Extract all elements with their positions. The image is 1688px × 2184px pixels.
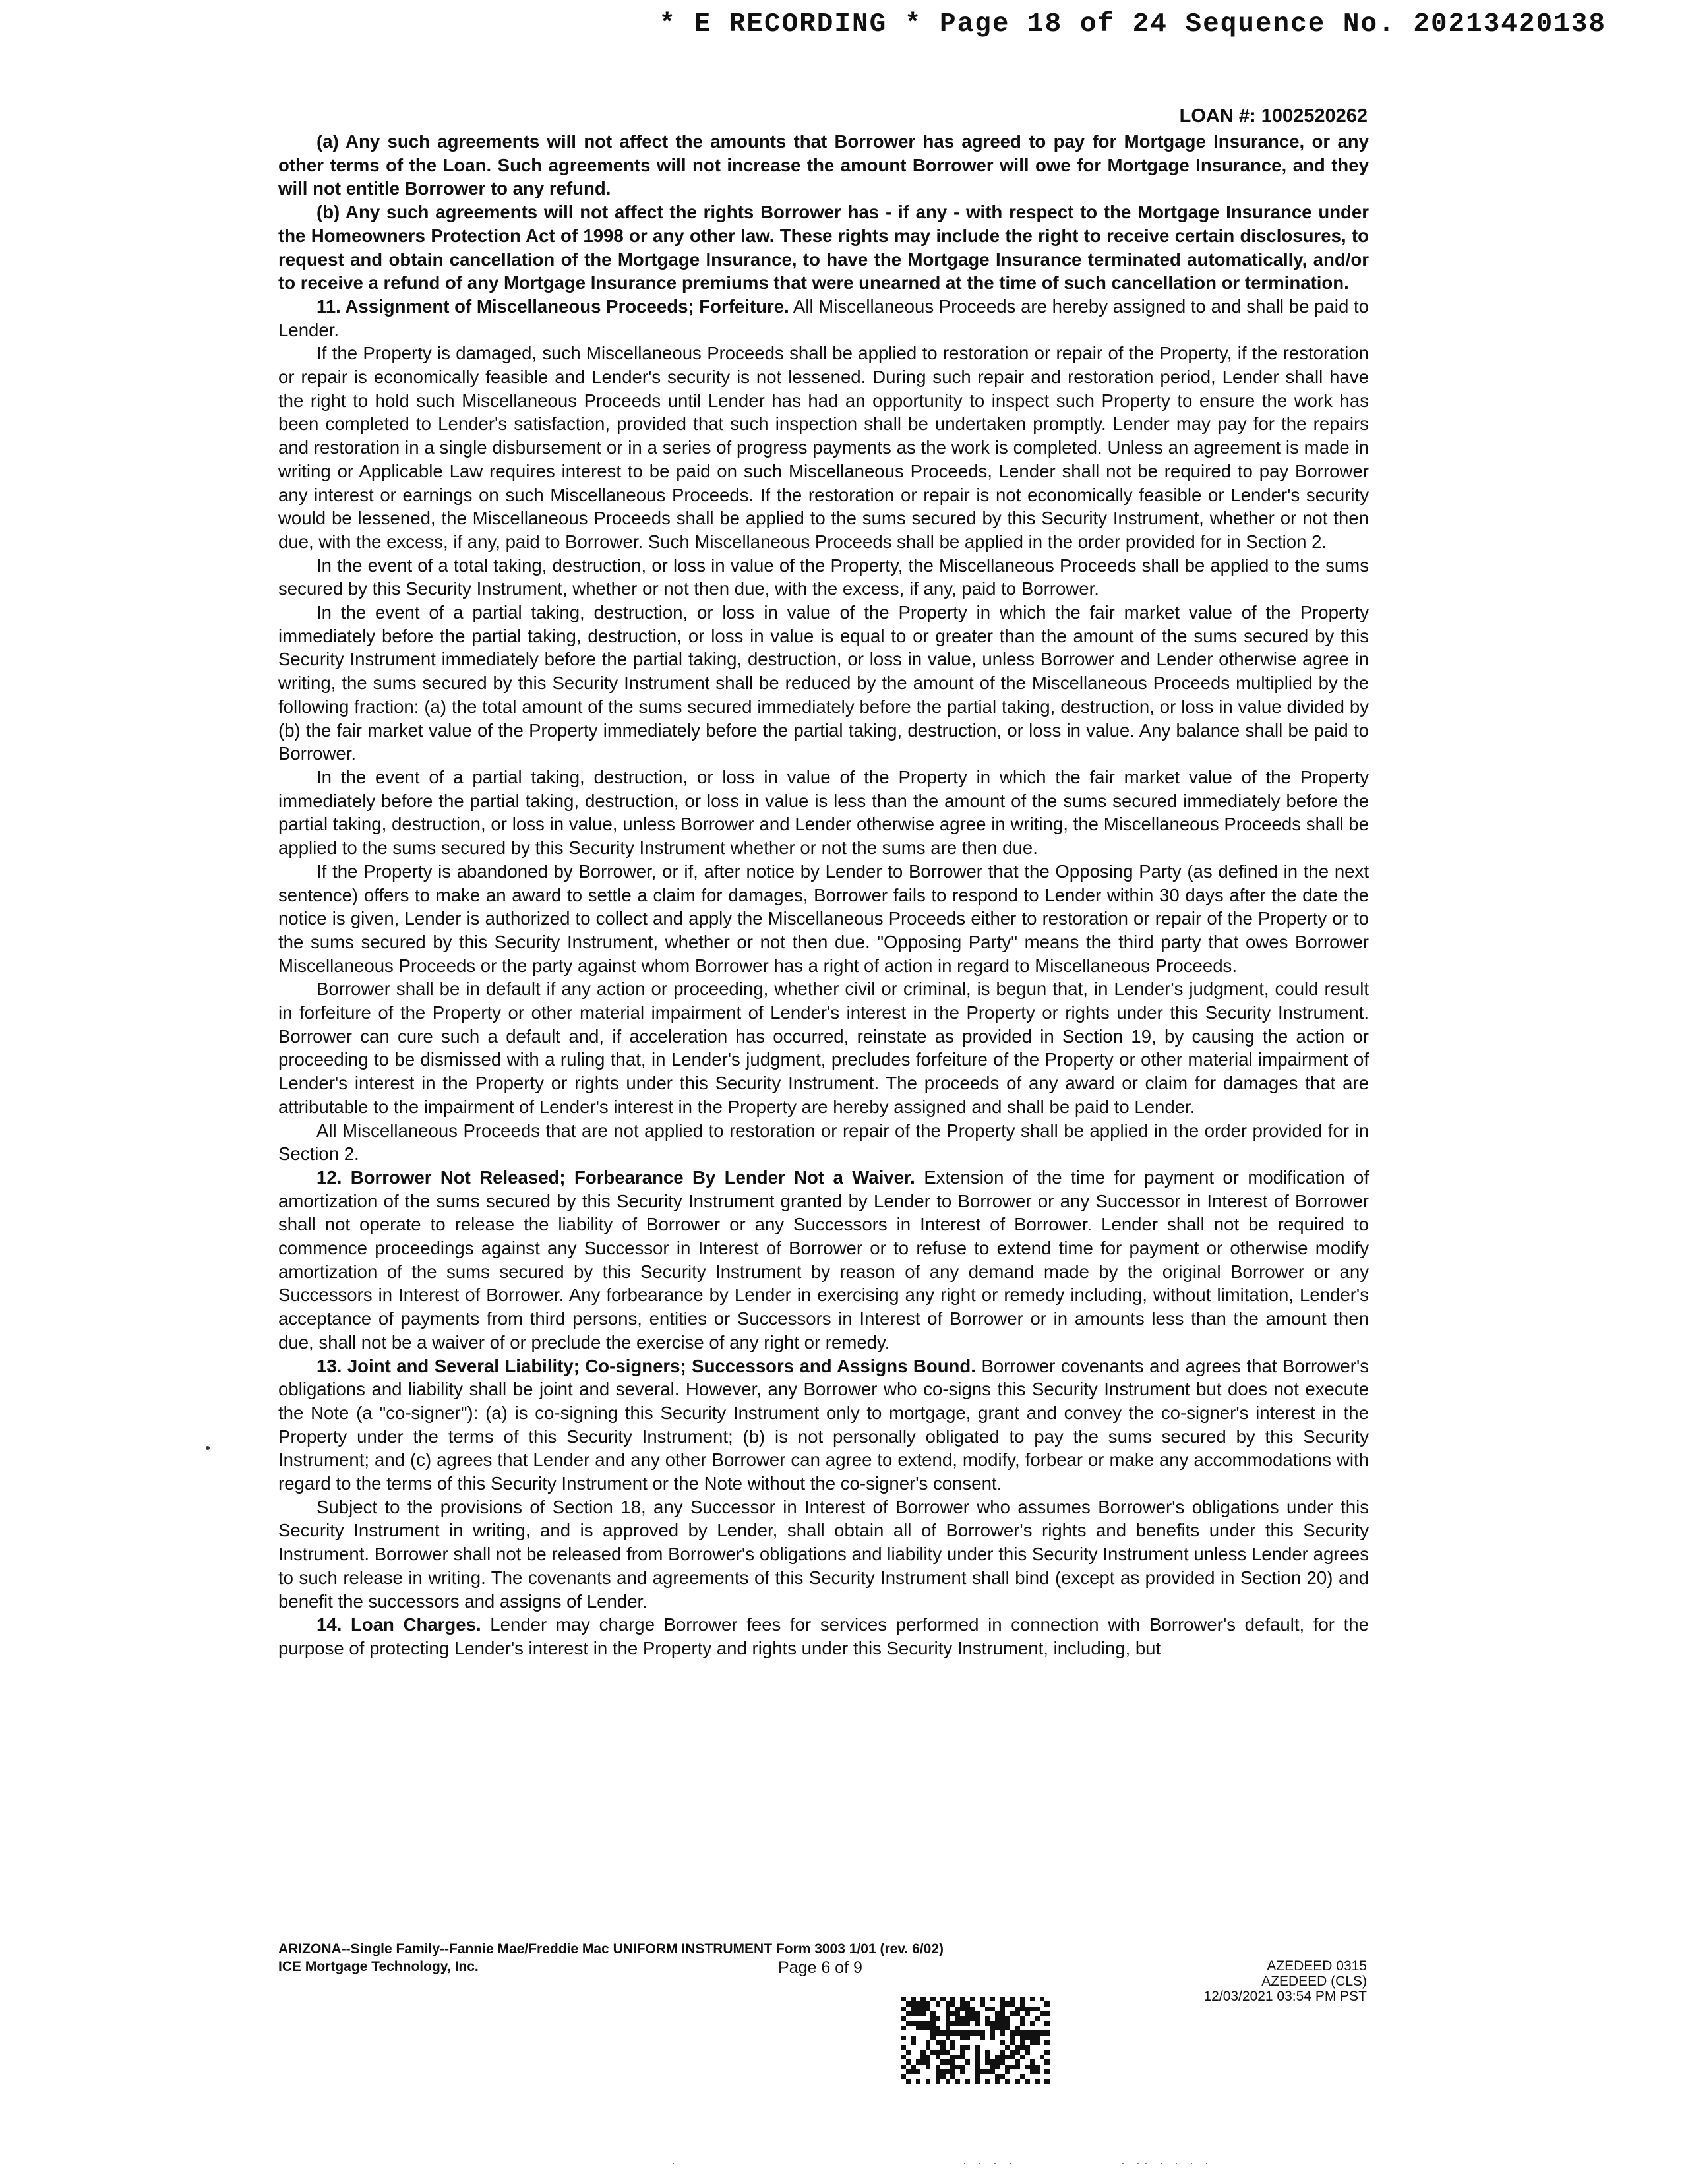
paragraph [278,601,1369,766]
footer-codes [1204,1958,1368,2004]
paragraph-text: (a) Any such agreements will not affect the amounts that Borrower has agreed to pay for Mortgage Insurance, or any other terms of the Loan. Such agreements will not increase the amount Borrower will owe for Mortgage Insurance, and they will not entitle Borrower to any refund. [278,131,1369,199]
doc-code-cls: AZEDEED (CLS) [1261,1974,1367,1989]
print-timestamp: 12/03/2021 03:54 PM PST [1203,1989,1367,2004]
paragraph [278,1496,1369,1614]
paragraph [278,554,1369,601]
form-line: ARIZONA--Single Family--Fannie Mae/Freddie Mac UNIFORM INSTRUMENT Form 3003 1/01 (rev. 6/02) [278,1941,944,1957]
paragraph-text: Extension of the time for payment or modification of amortization of the sums secured by this Security Instrument granted by Lender to Borrower or any Successor in Interest of Borrower shall not operate to release the liability of Borrower or any Successors in Interest of Borrower. Lender shall not be required to commence proceedings against any Successor in Interest of Borrower or to refuse to extend time for payment or otherwise modify amortization of the sums secured by this Security Instrument by reason of any demand made by the original Borrower or any Successors in Interest of Borrower. Any forbearance by Lender in exercising any right or remedy including, without limitation, Lender's acceptance of payments from third persons, entities or Successors in Interest of Borrower or in amounts less than the amount then due, shall not be a waiver of or preclude the exercise of any right or remedy. [278,1167,1369,1352]
paragraph-text: In the event of a partial taking, destruction, or loss in value of the Property in which the fair market value of the Property immediately before the partial taking, destruction, or loss in value is less than the amount of the sums secured immediately before the partial taking, destruction, or loss in value, unless Borrower and Lender otherwise agree in writing, the Miscellaneous Proceeds shall be applied to the sums secured by this Security Instrument whether or not the sums are then due. [278,766,1369,859]
scan-artifact: · [671,2156,679,2169]
paragraph-text: Lender may charge Borrower fees for services performed in connection with Borrower's default, for the purpose of protecting Lender's interest in the Property and rights under this Security Instrument, including, but [278,1614,1369,1658]
paragraph-text: Subject to the provisions of Section 18, any Successor in Interest of Borrower who assumes Borrower's obligations under this Security Instrument in writing, and is approved by Lender, shall obtain all of Borrower's rights and benefits under this Security Instrument. Borrower shall not be released from Borrower's obligations and liability under this Security Instrument unless Lender agrees to such release in writing. The covenants and agreements of this Security Instrument shall bind (except as provided in Section 20) and benefit the successors and assigns of Lender. [278,1496,1369,1612]
document-body [278,130,1369,1660]
paragraph-text: All Miscellaneous Proceeds that are not applied to restoration or repair of the Property shall be applied in the order provided for in Section 2. [278,1120,1369,1165]
section-heading: 14. Loan Charges. [316,1614,481,1635]
paragraph-text: Borrower covenants and agrees that Borrower's obligations and liability shall be joint and several. However, any Borrower who co-signs this Security Instrument but does not execute the Note (a "co-signer"): (a) is co-signing this Security Instrument only to mortgage, grant and convey the co-signer's interest in the Property under the terms of this Security Instrument; (b) is not personally obligated to pay the sums secured by this Security Instrument; and (c) agrees that Lender and any other Borrower can agree to extend, modify, forbear or make any accommodations with regard to the terms of this Security Instrument or the Note without the co-signer's consent. [278,1355,1370,1494]
paragraph-text: Borrower shall be in default if any action or proceeding, whether civil or criminal, is begun that, in Lender's judgment, could result in forfeiture of the Property or other material impairment of Lender's interest in the Property or rights under this Security Instrument. Borrower can cure such a default and, if acceleration has occurred, reinstate as provided in Section 19, by causing the action or proceeding to be dismissed with a ruling that, in Lender's judgment, precludes forfeiture of the Property or other material impairment of Lender's interest in the Property or rights under this Security Instrument. The proceeds of any award or claim for damages that are attributable to the impairment of Lender's interest in the Property are hereby assigned and shall be paid to Lender. [278,979,1369,1117]
section-heading: 13. Joint and Several Liability; Co-signers; Successors and Assigns Bound. [316,1355,976,1376]
margin-mark [206,1446,210,1450]
2d-barcode-icon [901,1997,1050,2084]
company-name: ICE Mortgage Technology, Inc. [278,1959,479,1974]
section-heading: 11. Assignment of Miscellaneous Proceeds; Forfeiture. [316,295,789,317]
paragraph [278,766,1369,860]
page-number: Page 6 of 9 [778,1958,862,1977]
paragraph [278,200,1369,295]
paragraph-text: If the Property is abandoned by Borrower, or if, after notice by Lender to Borrower that the Opposing Party (as defined in the next sentence) offers to make an award to settle a claim for damages, Borrower fails to respond to Lender within 30 days after the date the notice is given, Lender is authorized to collect and apply the Miscellaneous Proceeds either to restoration or repair of the Property or to the sums secured by this Security Instrument, whether or not then due. "Opposing Party" means the third party that owes Borrower Miscellaneous Proceeds or the party against whom Borrower has a right of action in regard to Miscellaneous Proceeds. [278,861,1369,976]
paragraph [278,1354,1369,1496]
section-heading: 12. Borrower Not Released; Forbearance By Lender Not a Waiver. [316,1167,915,1188]
paragraph [278,977,1369,1118]
doc-code: AZEDEED 0315 [1267,1958,1367,1974]
paragraph [278,1119,1369,1166]
paragraph [278,860,1369,978]
paragraph-text: In the event of a total taking, destruction, or loss in value of the Property, the Miscellaneous Proceeds shall be applied to the sums secured by this Security Instrument, whether or not then due, with the excess, if any, paid to Borrower. [278,555,1369,599]
paragraph-text: (b) Any such agreements will not affect the rights Borrower has - if any - with respect to the Mortgage Insurance under the Homeowners Protection Act of 1998 or any other law. These rights may include the right to receive certain disclosures, to request and obtain cancellation of the Mortgage Insurance, to have the Mortgage Insurance terminated automatically, and/or to receive a refund of any Mortgage Insurance premiums that were unearned at the time of such cancellation or termination. [278,202,1369,293]
paragraph [278,295,1369,342]
paragraph [278,130,1369,200]
loan-number: LOAN #: 1002520262 [1179,106,1368,127]
scan-artifact: · ·· · · · · [1121,2156,1213,2169]
paragraph [278,1613,1369,1660]
scan-artifact: · · · · [963,2156,1016,2169]
recording-header: * E RECORDING * Page 18 of 24 Sequence No. 20213420138 [659,9,1606,40]
paragraph-text: In the event of a partial taking, destruction, or loss in value of the Property in which the fair market value of the Property immediately before the partial taking, destruction, or loss in value is equal to or greater than the amount of the sums secured by this Security Instrument immediately before the partial taking, destruction, or loss in value, unless Borrower and Lender otherwise agree in writing, the sums secured by this Security Instrument shall be reduced by the amount of the Miscellaneous Proceeds multiplied by the following fraction: (a) the total amount of the sums secured immediately before the partial taking, destruction, or loss in value divided by (b) the fair market value of the Property immediately before the partial taking, destruction, or loss in value. Any balance shall be paid to Borrower. [278,602,1369,764]
paragraph-text: If the Property is damaged, such Miscellaneous Proceeds shall be applied to restoration or repair of the Property, if the restoration or repair is economically feasible and Lender's security is not lessened. During such repair and restoration period, Lender shall have the right to hold such Miscellaneous Proceeds until Lender has had an opportunity to inspect such Property to ensure the work has been completed to Lender's satisfaction, provided that such inspection shall be undertaken promptly. Lender may pay for the repairs and restoration in a single disbursement or in a series of progress payments as the work is completed. Unless an agreement is made in writing or Applicable Law requires interest to be paid on such Miscellaneous Proceeds, Lender shall not be required to pay Borrower any interest or earnings on such Miscellaneous Proceeds. If the restoration or repair is not economically feasible or Lender's security would be lessened, the Miscellaneous Proceeds shall be applied to the sums secured by this Security Instrument, whether or not then due, with the excess, if any, paid to Borrower. Such Miscellaneous Proceeds shall be applied in the order provided for in Section 2. [278,343,1369,552]
paragraph [278,342,1369,553]
paragraph-text: All Miscellaneous Proceeds are hereby assigned to and shall be paid to Lender. [278,295,1369,340]
paragraph [278,1166,1369,1354]
